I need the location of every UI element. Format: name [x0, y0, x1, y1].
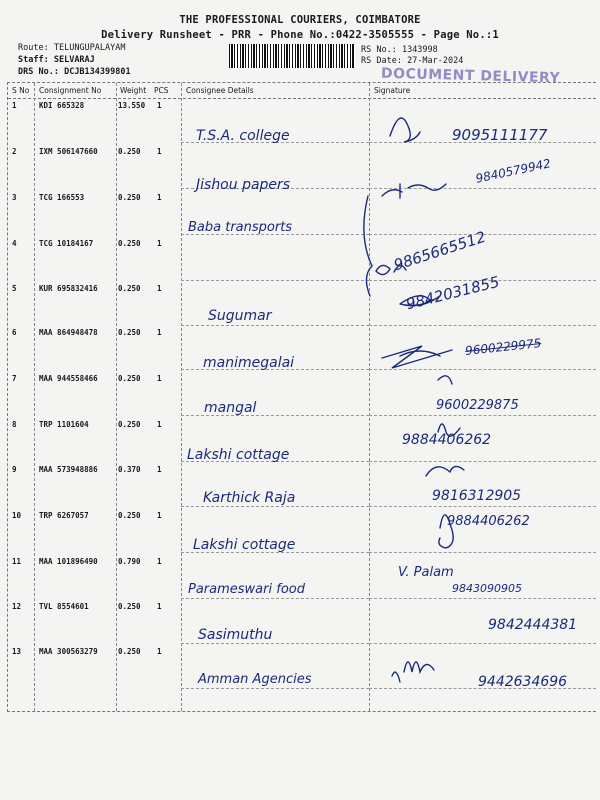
consignee-handwriting: Parameswari food [188, 582, 305, 597]
row-weight: 0.250 [118, 239, 141, 248]
row-weight: 0.790 [118, 557, 141, 566]
phone-handwriting: 9842031855 [404, 272, 502, 314]
phone-handwriting: 9884406262 [447, 514, 530, 529]
row-consignment-no: KDI 665328 [39, 101, 85, 110]
phone-handwriting: 9816312905 [432, 488, 522, 504]
row-consignment-no: MAA 944558466 [39, 374, 98, 383]
phone-handwriting: 9600229975 [464, 336, 542, 358]
drs-field [18, 67, 131, 77]
row-pcs: 1 [157, 374, 162, 383]
col-signature: Signature [374, 86, 411, 95]
drs-value: DCJB134399801 [64, 67, 131, 77]
col-pcs: PCS [154, 86, 169, 95]
consignee-handwriting: Lakshi cottage [187, 447, 290, 463]
row-sno: 6 [12, 328, 17, 337]
rs-date-field [361, 56, 463, 66]
row-sno: 13 [12, 647, 22, 656]
row-pcs: 1 [157, 284, 162, 293]
phone-handwriting: 9600229875 [436, 398, 519, 413]
consignee-handwriting: mangal [204, 400, 257, 416]
row-weight: 0.250 [118, 420, 141, 429]
row-consignment-no: TRP 6267057 [39, 511, 89, 520]
route-value: TELUNGUPALAYAM [53, 43, 126, 53]
row-pcs: 1 [157, 101, 162, 110]
phone-handwriting: 9840579942 [474, 156, 552, 186]
staff-field [18, 55, 95, 65]
row-pcs: 1 [157, 147, 162, 156]
consignee-line [181, 325, 369, 326]
row-consignment-no: TCG 166553 [39, 193, 85, 202]
row-sno: 4 [12, 239, 17, 248]
signature-mark [392, 662, 434, 682]
consignee-handwriting: Lakshi cottage [193, 537, 296, 553]
consignee-line [181, 598, 369, 599]
rs-no-value: 1343998 [401, 45, 438, 55]
phone-handwriting: 9865665512 [391, 227, 488, 275]
consignee-handwriting: Baba transports [188, 220, 293, 235]
consignee-handwriting: Karthick Raja [203, 490, 296, 506]
phone-handwriting: 9843090905 [452, 582, 522, 595]
row-sno: 11 [12, 557, 22, 566]
row-weight: 0.250 [118, 328, 141, 337]
row-pcs: 1 [157, 465, 162, 474]
row-consignment-no: KUR 695832416 [39, 284, 98, 293]
bracket-mark [364, 196, 372, 296]
row-sno: 1 [12, 101, 17, 110]
col-sno: S No [12, 86, 30, 95]
runsheet-title: THE PROFESSIONAL COURIERS, COIMBATORE [179, 14, 421, 26]
row-weight: 0.370 [118, 465, 141, 474]
staff-value: SELVARAJ [53, 55, 95, 65]
col-weight: Weight [120, 86, 147, 95]
row-sno: 10 [12, 511, 22, 520]
row-weight: 0.250 [118, 511, 141, 520]
row-pcs: 1 [157, 647, 162, 656]
consignee-line [181, 506, 369, 507]
row-weight: 0.250 [118, 647, 141, 656]
consignee-handwriting: Sugumar [208, 308, 272, 324]
row-consignment-no: MAA 573948886 [39, 465, 98, 474]
row-weight: 0.250 [118, 193, 141, 202]
consignee-handwriting: Amman Agencies [198, 672, 312, 687]
divider [116, 83, 117, 711]
consignee-handwriting: T.S.A. college [196, 128, 290, 144]
phone-handwriting: 9442634696 [478, 674, 568, 690]
row-sno: 12 [12, 602, 22, 611]
row-weight: 0.250 [118, 374, 141, 383]
rs-date-value: 27-Mar-2024 [407, 56, 464, 66]
document-delivery-stamp: DOCUMENT DELIVERY [380, 65, 561, 87]
row-consignment-no: IXM 506147660 [39, 147, 98, 156]
row-consignment-no: TCG 10184167 [39, 239, 94, 248]
col-consignee: Consignee Details [186, 86, 254, 95]
row-sno: 2 [12, 147, 17, 156]
consignee-handwriting: Sasimuthu [198, 627, 273, 643]
row-pcs: 1 [157, 420, 162, 429]
signature-mark [426, 466, 464, 476]
row-sno: 7 [12, 374, 17, 383]
row-weight: 13.550 [118, 101, 146, 110]
rs-no-field [361, 45, 438, 55]
drs-label: DRS No.: [18, 67, 59, 77]
row-sno: 9 [12, 465, 17, 474]
row-consignment-no: MAA 864948478 [39, 328, 98, 337]
row-weight: 0.250 [118, 284, 141, 293]
row-pcs: 1 [157, 239, 162, 248]
rs-date-label: RS Date: [361, 56, 402, 66]
row-consignment-no: MAA 300563279 [39, 647, 98, 656]
route-field [18, 43, 126, 53]
consignee-line [181, 643, 369, 644]
signature-mark [390, 118, 420, 142]
col-consignment: Consignment No [39, 86, 102, 95]
divider [34, 83, 35, 711]
phone-handwriting: 9095111177 [452, 126, 548, 144]
row-weight: 0.250 [118, 147, 141, 156]
row-pcs: 1 [157, 557, 162, 566]
handwritten-name: V. Palam [398, 565, 454, 580]
row-sno: 5 [12, 284, 17, 293]
signature-mark [382, 184, 446, 198]
consignee-line [181, 280, 369, 281]
runsheet-subtitle: Delivery Runsheet - PRR - Phone No.:0422-3505555 - Page No.:1 [101, 29, 499, 41]
staff-label: Staff: [18, 55, 49, 65]
phone-handwriting: 9842444381 [488, 617, 578, 633]
row-pcs: 1 [157, 328, 162, 337]
row-sno: 8 [12, 420, 17, 429]
row-sno: 3 [12, 193, 17, 202]
row-weight: 0.250 [118, 602, 141, 611]
row-consignment-no: TVL 8554601 [39, 602, 89, 611]
consignee-line [181, 688, 369, 689]
signature-mark [438, 376, 452, 384]
phone-handwriting: 9884406262 [402, 432, 492, 448]
route-label: Route: [18, 43, 49, 53]
rs-no-label: RS No.: [361, 45, 397, 55]
row-pcs: 1 [157, 193, 162, 202]
row-pcs: 1 [157, 602, 162, 611]
consignee-handwriting: Jishou papers [196, 177, 291, 193]
row-consignment-no: TRP 1101604 [39, 420, 89, 429]
row-consignment-no: MAA 101896490 [39, 557, 98, 566]
signature-mark [382, 346, 452, 368]
row-pcs: 1 [157, 511, 162, 520]
barcode [229, 44, 355, 68]
consignee-handwriting: manimegalai [203, 355, 295, 371]
divider [181, 83, 182, 711]
